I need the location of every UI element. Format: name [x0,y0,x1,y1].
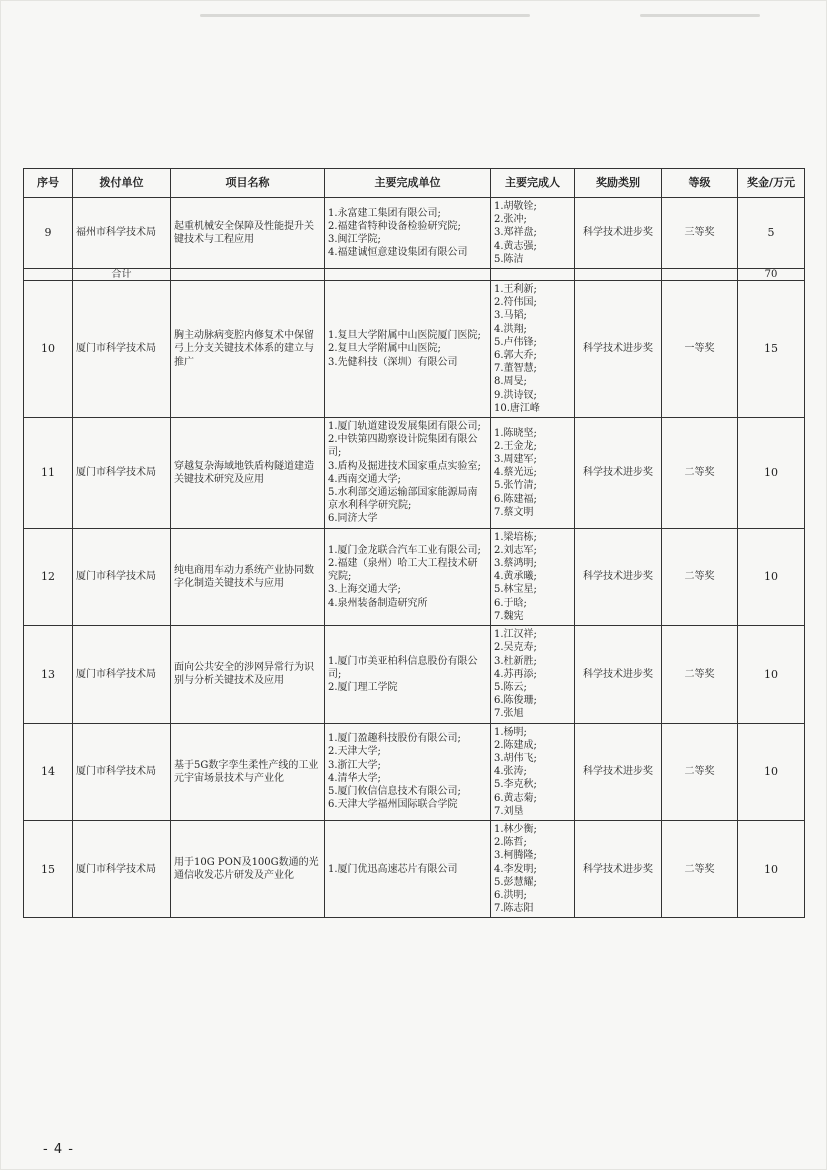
main-units-cell-line: 1.厦门市美亚柏科信息股份有限公司; [328,655,478,680]
main-people-cell-line: 5.卢伟锋; [494,336,537,348]
main-people-cell-line: 4.李发明; [494,863,537,875]
allocating-unit-cell: 厦门市科学技术局 [73,281,171,418]
main-people-cell-line: 3.柯腾隆; [494,850,537,862]
main-units-cell [325,723,491,820]
subtotal-prize: 70 [738,269,805,281]
main-units-cell-line: 2.福建（泉州）哈工大工程技术研究院; [328,558,478,583]
main-people-cell-line: 4.蔡光远; [494,467,537,479]
main-people-cell-line: 1.陈晓坚; [494,427,537,439]
main-people-cell-line: 2.吴克寿; [494,642,537,654]
allocating-unit-cell: 厦门市科学技术局 [73,626,171,723]
main-units-cell-line: 1.厦门轨道建设发展集团有限公司; [328,421,481,433]
main-people-cell-line: 7.魏宪 [494,610,524,622]
main-units-cell-line: 1.厦门优迅高速芯片有限公司 [328,863,458,875]
award-category-cell: 科学技术进步奖 [575,626,662,723]
allocating-unit-cell: 厦门市科学技术局 [73,820,171,917]
main-units-cell-line: 4.泉州装备制造研究所 [328,597,428,609]
prize-cell: 10 [738,418,805,529]
main-people-cell [491,281,575,418]
award-table [23,168,805,918]
subtotal-section [24,269,805,281]
header-award-category: 奖励类别 [575,169,662,198]
main-units-cell-line: 1.厦门金龙联合汽车工业有限公司; [328,544,481,556]
subtotal-blank [575,269,662,281]
seq-cell: 9 [24,198,73,269]
main-people-cell-line: 9.洪诗钗; [494,389,537,401]
header-project-name: 项目名称 [171,169,325,198]
main-people-cell-line: 8.周旻; [494,376,527,388]
main-people-cell-line: 4.苏再添; [494,668,537,680]
main-people-cell-line: 1.林少衡; [494,823,537,835]
subtotal-blank [325,269,491,281]
table-row [24,723,805,820]
main-people-cell-line: 3.胡伟飞; [494,752,537,764]
grade-cell: 二等奖 [662,820,738,917]
main-people-cell-line: 6.洪明; [494,889,527,901]
subtotal-blank [24,269,73,281]
prize-cell: 15 [738,281,805,418]
scan-smudge [640,14,760,17]
main-units-cell-line: 1.永富建工集团有限公司; [328,207,441,219]
main-people-cell [491,626,575,723]
main-people-cell-line: 2.王金龙; [494,440,537,452]
main-units-cell-line: 3.盾构及掘进技术国家重点实验室; [328,460,481,472]
main-people-cell-line: 6.陈建福; [494,493,537,505]
award-category-cell: 科学技术进步奖 [575,418,662,529]
main-units-cell-line: 5.厦门攸信信息技术有限公司; [328,785,461,797]
main-people-cell [491,198,575,269]
main-people-cell-line: 5.彭慧耀; [494,876,537,888]
main-people-cell-line: 5.李克秋; [494,779,537,791]
main-people-cell-line: 2.张冲; [494,214,527,226]
main-units-cell-line: 4.清华大学; [328,772,381,784]
main-people-cell [491,820,575,917]
main-units-cell-line: 6.天津大学福州国际联合学院 [328,799,458,811]
main-people-cell-line: 2.陈建成; [494,739,537,751]
main-units-cell-line: 1.厦门盈趣科技股份有限公司; [328,733,461,745]
main-people-cell-line: 1.梁培栋; [494,531,537,543]
main-units-cell-line: 3.先健科技（深圳）有限公司 [328,356,458,368]
main-people-cell-line: 7.刘垦 [494,805,524,817]
seq-cell: 12 [24,528,73,625]
award-category-cell: 科学技术进步奖 [575,198,662,269]
subtotal-row [24,269,805,281]
page-number: - 4 - [43,1142,74,1157]
main-people-cell-line: 4.洪翔; [494,323,527,335]
main-units-cell-line: 2.天津大学; [328,746,381,758]
main-units-cell [325,281,491,418]
main-people-cell-line: 6.黄志菊; [494,792,537,804]
grade-cell: 二等奖 [662,528,738,625]
main-units-cell-line: 2.福建省特种设备检验研究院; [328,220,461,232]
grade-cell: 一等奖 [662,281,738,418]
allocating-unit-cell: 厦门市科学技术局 [73,723,171,820]
main-units-cell-line: 3.闽江学院; [328,234,381,245]
header-allocating-unit: 拨付单位 [73,169,171,198]
main-people-cell-line: 6.陈俊珊; [494,695,537,707]
main-people-cell-line: 7.陈志阳 [494,903,534,915]
table-row [24,820,805,917]
project-name-cell: 穿越复杂海域地铁盾构隧道建造关键技术研究及应用 [171,418,325,529]
header-row [24,169,805,198]
main-units-cell [325,418,491,529]
main-people-cell-line: 7.蔡文明 [494,506,534,518]
main-units-cell-line: 2.中铁第四勘察设计院集团有限公司; [328,434,478,459]
main-people-cell-line: 6.于晗; [494,597,527,609]
main-units-cell [325,528,491,625]
subtotal-blank [662,269,738,281]
project-name-cell: 用于10G PON及100G数通的光通信收发芯片研发及产业化 [171,820,325,917]
main-units-cell-line: 2.厦门理工学院 [328,681,398,693]
seq-cell: 10 [24,281,73,418]
subtotal-label: 合计 [73,269,171,281]
main-people-cell-line: 5.张竹清; [494,480,537,492]
main-units-cell-line: 4.福建诚恒意建设集团有限公司 [328,247,468,259]
main-units-cell-line: 3.浙江大学; [328,759,381,771]
main-units-cell-line: 2.复旦大学附属中山医院; [328,343,441,355]
prize-cell: 10 [738,626,805,723]
award-category-cell: 科学技术进步奖 [575,281,662,418]
allocating-unit-cell: 福州市科学技术局 [73,198,171,269]
main-people-cell-line: 2.刘志军; [494,544,537,556]
prize-cell: 10 [738,820,805,917]
seq-cell: 14 [24,723,73,820]
header-main-units: 主要完成单位 [325,169,491,198]
main-people-cell-line: 3.蔡鸿明; [494,558,537,570]
project-name-cell: 纯电商用车动力系统产业协同数字化制造关键技术与应用 [171,528,325,625]
subtotal-blank [171,269,325,281]
main-people-cell-line: 10.唐江峰 [494,402,540,414]
main-people-cell [491,528,575,625]
award-category-cell: 科学技术进步奖 [575,820,662,917]
grade-cell: 三等奖 [662,198,738,269]
header-main-people: 主要完成人 [491,169,575,198]
main-people-cell-line: 5.陈云; [494,681,527,693]
prize-cell: 10 [738,723,805,820]
scan-smudge [200,14,530,17]
grade-cell: 二等奖 [662,723,738,820]
table-body-fuzhou [24,198,805,269]
main-people-cell-line: 2.符伟国; [494,297,537,309]
main-people-cell-line: 1.胡敬铨; [494,201,537,212]
main-people-cell-line: 1.王利新; [494,284,537,296]
subtotal-blank [491,269,575,281]
main-people-cell-line: 3.郑祥盘; [494,227,537,239]
main-people-cell-line: 4.黄志强; [494,240,537,252]
allocating-unit-cell: 厦门市科学技术局 [73,528,171,625]
award-category-cell: 科学技术进步奖 [575,723,662,820]
main-units-cell [325,820,491,917]
main-people-cell [491,723,575,820]
allocating-unit-cell: 厦门市科学技术局 [73,418,171,529]
main-units-cell [325,626,491,723]
main-people-cell-line: 2.陈哲; [494,837,527,849]
main-people-cell-line: 1.杨明; [494,726,527,738]
project-name-cell: 基于5G数字孪生柔性产线的工业元宇宙场景技术与产业化 [171,723,325,820]
main-people-cell-line: 6.郭大乔; [494,350,537,362]
header-grade: 等级 [662,169,738,198]
table-body-xiamen [24,281,805,918]
header-prize: 奖金/万元 [738,169,805,198]
main-people-cell-line: 3.杜新胜; [494,655,537,667]
grade-cell: 二等奖 [662,626,738,723]
seq-cell: 15 [24,820,73,917]
main-people-cell-line: 4.张涛; [494,766,527,778]
project-name-cell: 起重机械安全保障及性能提升关键技术与工程应用 [171,198,325,269]
main-units-cell-line: 4.西南交通大学; [328,473,401,485]
seq-cell: 11 [24,418,73,529]
prize-cell: 5 [738,198,805,269]
table-row [24,281,805,418]
award-category-cell: 科学技术进步奖 [575,528,662,625]
main-units-cell [325,198,491,269]
main-units-cell-line: 5.水利部交通运输部国家能源局南京水利科学研究院; [328,487,478,512]
header-seq: 序号 [24,169,73,198]
main-units-cell-line: 1.复旦大学附属中山医院厦门医院; [328,330,481,342]
table-row [24,626,805,723]
main-people-cell-line: 3.马韬; [494,310,527,322]
project-name-cell: 胸主动脉病变腔内修复术中保留弓上分支关键技术体系的建立与推广 [171,281,325,418]
table-row [24,198,805,269]
main-people-cell [491,418,575,529]
main-people-cell-line: 7.张旭 [494,708,524,720]
project-name-cell: 面向公共安全的涉网异常行为识别与分析关键技术及应用 [171,626,325,723]
main-people-cell-line: 3.周建军; [494,454,537,466]
main-people-cell-line: 1.江汉祥; [494,629,537,641]
prize-cell: 10 [738,528,805,625]
table-row [24,528,805,625]
main-people-cell-line: 7.董智慧; [494,363,537,375]
main-people-cell-line: 5.陈洁 [494,253,524,265]
seq-cell: 13 [24,626,73,723]
grade-cell: 二等奖 [662,418,738,529]
main-units-cell-line: 6.同济大学 [328,513,378,525]
main-people-cell-line: 5.林宝星; [494,584,537,596]
main-units-cell-line: 3.上海交通大学; [328,584,401,596]
table-row [24,418,805,529]
main-people-cell-line: 4.黄承曦; [494,571,537,583]
